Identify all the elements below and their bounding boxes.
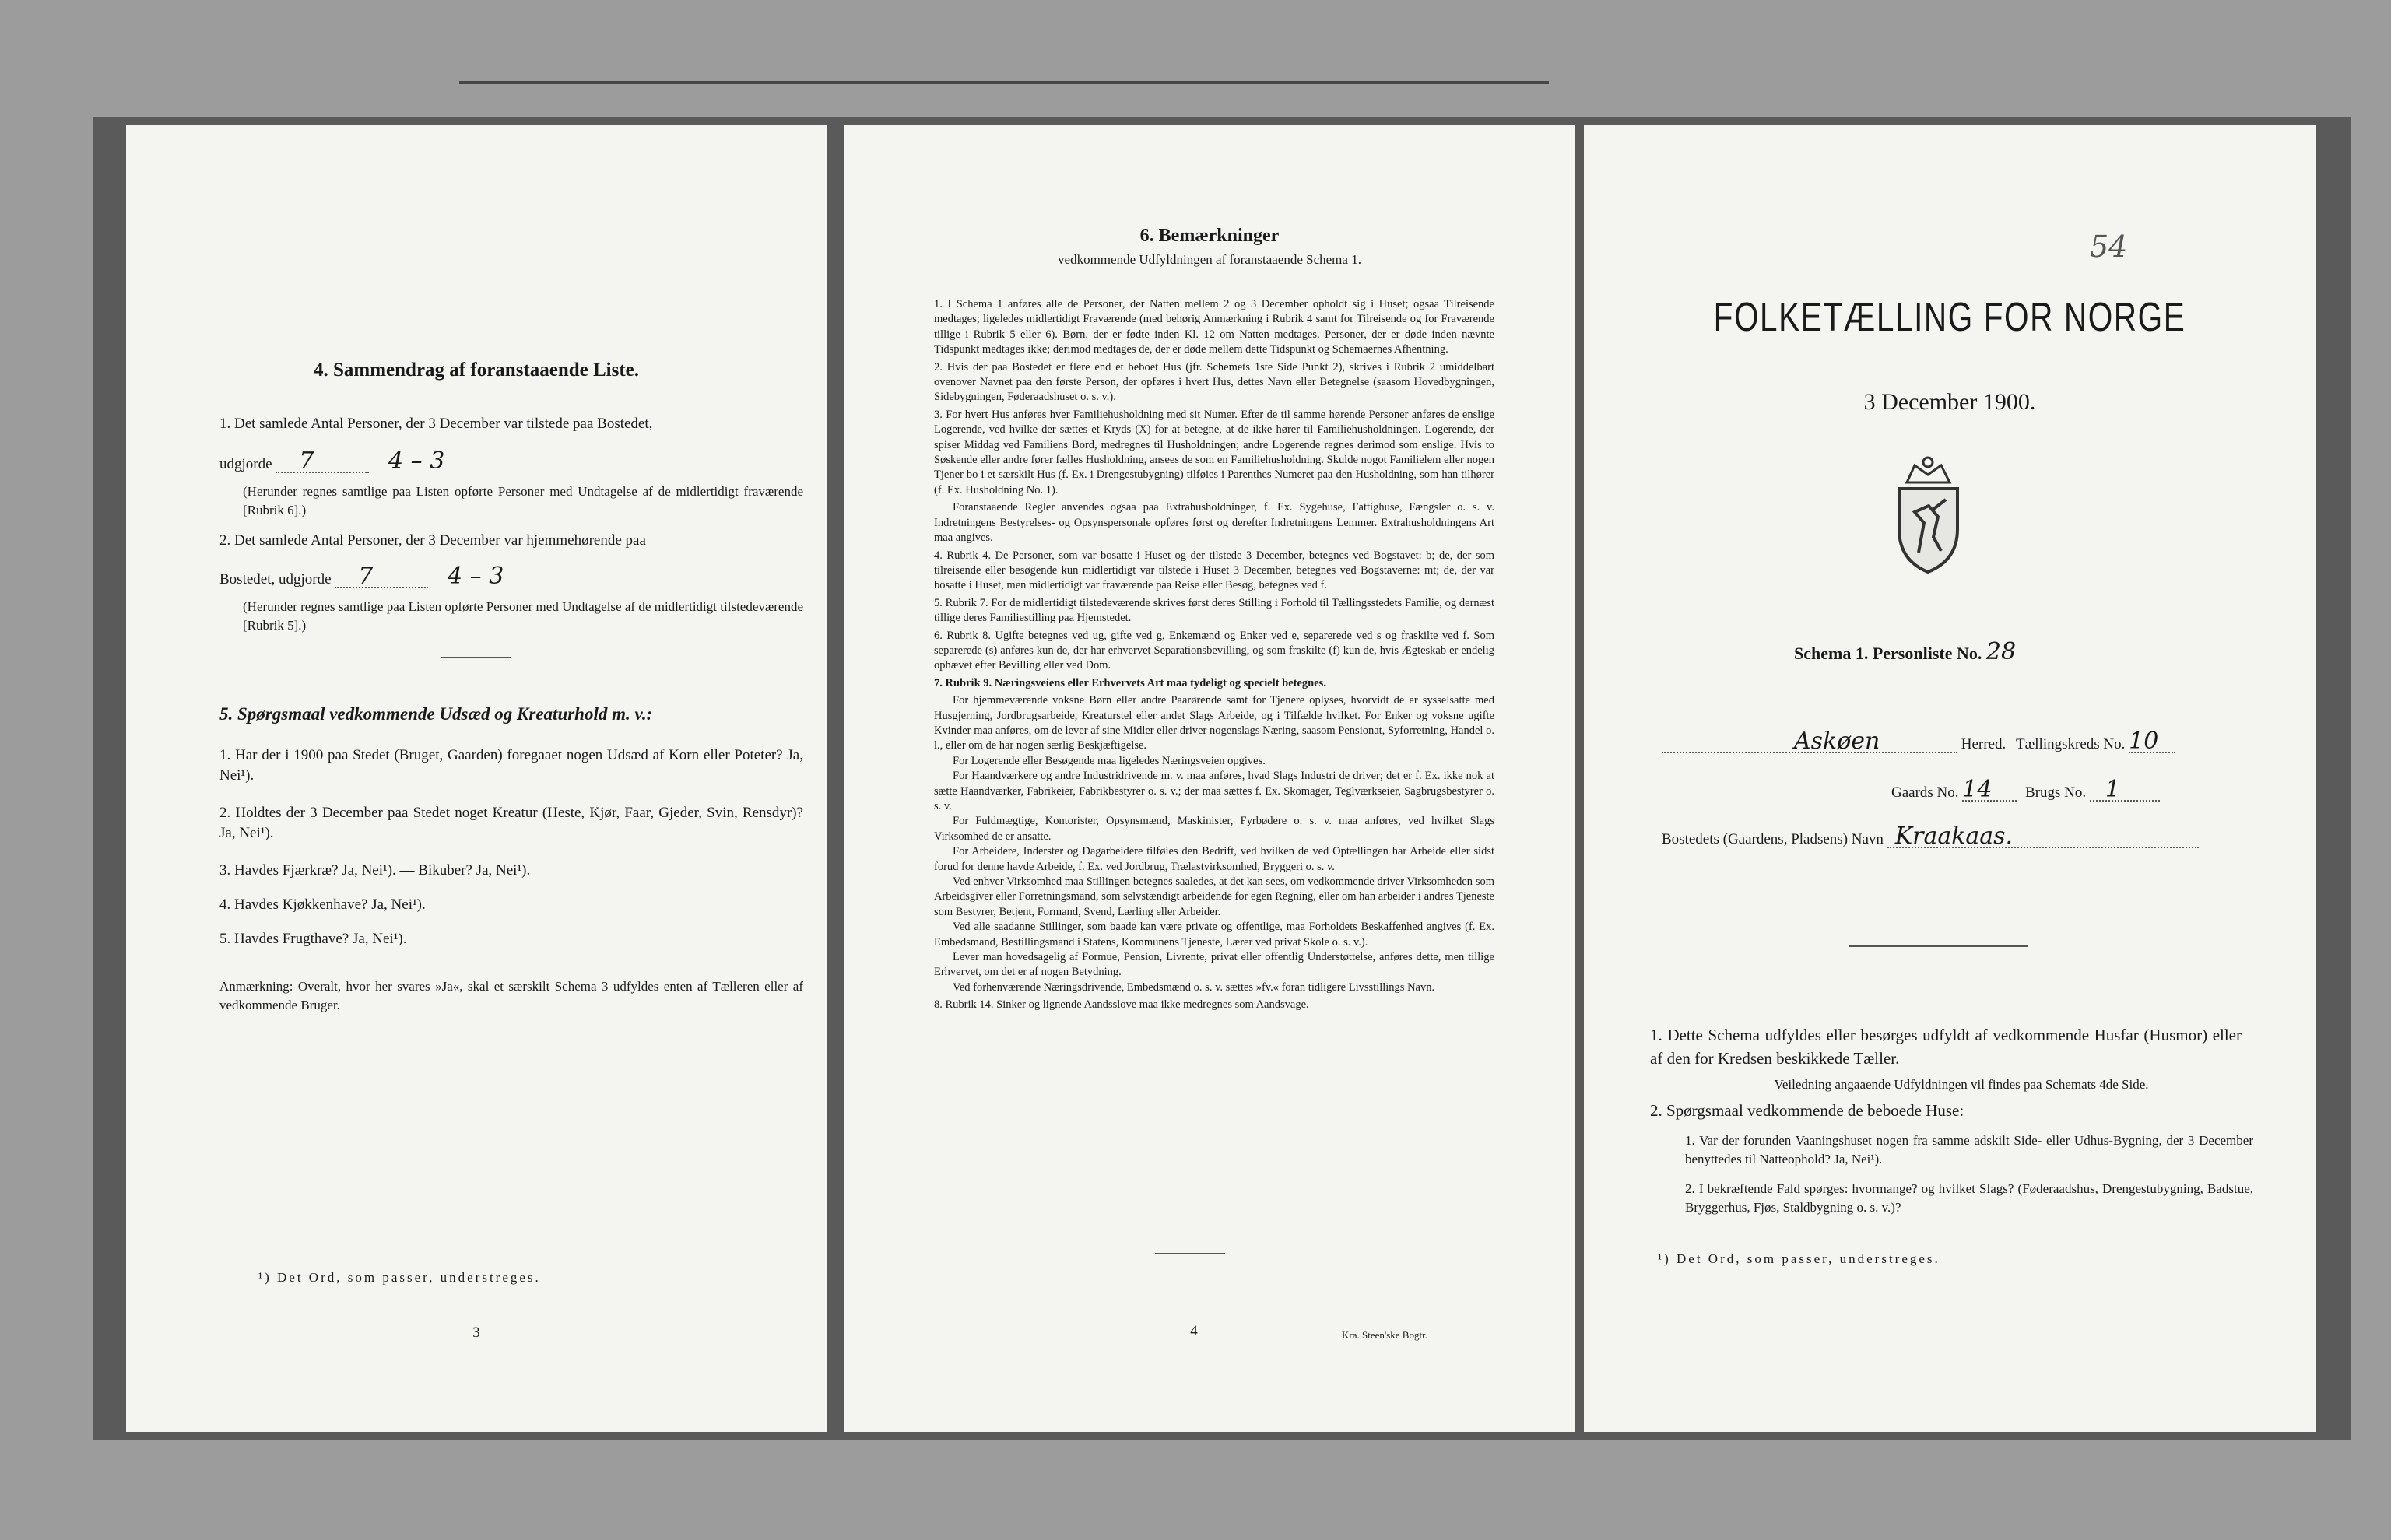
remark-item: For Arbeidere, Inderster og Dagarbeidere tilføies den Bedrift, ved hvilken de ved Optællingen har Arbeide eller sidst forud for denne havde Arbeide, f. Ex. ved Jordbrug, Trælastvirksomhed, Bryggeri o. s. v. bbox=[934, 845, 1494, 873]
remarks-subtitle: vedkommende Udfyldningen af foranstaaende Schema 1. bbox=[1058, 252, 1361, 267]
gaards-label: Gaards No. bbox=[1891, 784, 1959, 801]
remark-item: Foranstaaende Regler anvendes ogsaa paa Extrahusholdninger, f. Ex. Sygehuse, Fattighuse, Fængsler o. s. v. Indretningens Bestyrelses- og Opsynspersonale opføres først og derefter Indretningens Lemmer. Extrahusholdningens Art maa angives. bbox=[934, 501, 1494, 545]
coat-of-arms-icon bbox=[1884, 451, 1973, 576]
instruction-2: 2. Spørgsmaal vedkommende de beboede Huse: bbox=[1650, 1101, 1964, 1120]
q1-handwritten-split: 4 – 3 bbox=[388, 447, 445, 475]
bosted-name: Kraakaas. bbox=[1887, 826, 2199, 848]
corner-mark: 54 bbox=[2090, 230, 2128, 264]
q2-handwritten-total: 7 bbox=[335, 567, 428, 588]
page-number: 3 bbox=[472, 1324, 480, 1341]
remark-item: 1. I Schema 1 anføres alle de Personer, der Natten mellem 2 og 3 December opholdt sig i Huset; ogsaa Tilreisende medtages; ligeledes midlertidigt Fraværende (med behørig Anmærkning i Rubrik 4 samt for Tilreisende og for Fraværende tillige i Rubrik 5 eller 6). Børn, der er fødte inden Kl. 12 om Natten medtages. Personer, der er døde inden nævnte Tidspunkt medtages ikke; derimod medtages de, der er døde mellem dette Tidspunkt og Schemaernes Afhentning. bbox=[934, 298, 1494, 356]
herred-name: Askøen bbox=[1662, 731, 1957, 753]
remark-item: For Logerende eller Besøgende maa ligeledes Næringsveien opgives. bbox=[953, 754, 1266, 767]
divider bbox=[441, 657, 511, 658]
question-5-5: 5. Havdes Frugthave? Ja, Nei¹). bbox=[219, 931, 407, 947]
question-5-3: 3. Havdes Fjærkræ? Ja, Nei¹). — Bikuber? Ja, Nei¹). bbox=[219, 862, 531, 879]
printer-mark: Kra. Steen'ske Bogtr. bbox=[1342, 1329, 1427, 1341]
question-5-4: 4. Havdes Kjøkkenhave? Ja, Nei¹). bbox=[219, 896, 426, 913]
page-number: 4 bbox=[1190, 1323, 1198, 1339]
remark-item: For Haandværkere og andre Industridrivende m. v. maa anføres, hvad Slags Industri de driver; det er f. Ex. ikke nok at sætte Haandværker, Fabrikeier, Fabrikbestyrer o. s. v.; der maa sættes f. Ex. Skomager, Teglværkseier, Sagbrugsbestyrer o. s. v. bbox=[934, 770, 1494, 812]
remark-item: 8. Rubrik 14. Sinker og lignende Aandsslove maa ikke medregnes som Aandsvage. bbox=[934, 998, 1309, 1012]
summary-q1-answer-line bbox=[219, 447, 803, 475]
main-title: FOLKETÆLLING FOR NORGE bbox=[1713, 295, 2186, 340]
remarks-title: 6. Bemærkninger bbox=[1139, 226, 1280, 246]
instruction-2-1: 1. Var der forunden Vaaningshuset nogen fra samme adskilt Side- eller Udhus-Bygning, der 3 December benyttedes til Natteophold? Ja, Nei¹). bbox=[1685, 1133, 2253, 1166]
instruction-2-2: 2. I bekræftende Fald spørges: hvormange? og hvilket Slags? (Føderaadshus, Drengestubygning, Badstue, Bryggerhus, Fjøs, Staldbygning o. s. v.)? bbox=[1685, 1181, 2253, 1215]
page-left bbox=[126, 125, 827, 1432]
summary-q1-note: (Herunder regnes samtlige paa Listen opførte Personer med Undtagelse af de midlertidigt fraværende [Rubrik 6].) bbox=[243, 484, 803, 517]
remark-item: 4. Rubrik 4. De Personer, som var bosatte i Huset og der tilstede 3 December, betegnes ved Bogstavet: b; de, der som tilreisende eller besøgende kun midlertidigt var tilstede i Huset 3 December, betegnes ved Bogstaverne: mt; de, der var bosatte i Huset, men midlertidigt var fraværende paa Reise eller Besøg, betegnes ved f. bbox=[934, 549, 1494, 592]
top-edge-line bbox=[459, 81, 1549, 84]
page-right bbox=[1584, 125, 2316, 1432]
divider bbox=[1155, 1253, 1225, 1254]
herred-line bbox=[1662, 728, 2269, 758]
schema-number: 28 bbox=[1985, 638, 2017, 665]
remark-item: 5. Rubrik 7. For de midlertidigt tilstedeværende skrives først deres Stilling i Forhold til Tællingsstedets Familie, og dernæst tillige deres Familiestilling paa Hjemstedet. bbox=[934, 596, 1494, 625]
q2-bostedet-label: Bostedet, udgjorde bbox=[219, 571, 332, 588]
remark-item: 2. Hvis der paa Bostedet er flere end et beboet Hus (jfr. Schemets 1ste Side Punkt 2), skrives i Rubrik 2 umiddelbart ovenover Navnet paa den første Person, der opføres i hvert Hus, dettes Navn eller Betegnelse (saasom Hovedbygningen, Sidebygningen, Føderaadshuset o. s. v.). bbox=[934, 360, 1494, 404]
schema-line bbox=[1794, 640, 2183, 666]
section-5-title: 5. Spørgsmaal vedkommende Udsæd og Kreaturhold m. v.: bbox=[219, 704, 653, 724]
kreds-number: 10 bbox=[2129, 731, 2175, 753]
q2-handwritten-split: 4 – 3 bbox=[448, 563, 504, 590]
summary-q2-answer-line bbox=[219, 563, 803, 590]
kreds-label: Tællingskreds No. bbox=[2016, 736, 2126, 752]
schema-label: Schema 1. Personliste No. bbox=[1794, 644, 1982, 663]
bosted-line bbox=[1662, 823, 2300, 853]
footnote: ¹) Det Ord, som passer, understreges. bbox=[1658, 1251, 1940, 1266]
herred-label: Herred. bbox=[1961, 736, 2007, 752]
page-middle bbox=[844, 125, 1575, 1432]
remark-item: Ved alle saadanne Stillinger, som baade kan være private og offentlige, maa Forholdets Beskaffenhed angives (f. Ex. Embedsmand, Bestillingsmand i Statens, Kommunens Tjeneste, Lærer ved privat Skole o. s. v.). bbox=[934, 921, 1494, 949]
remark-item: 6. Rubrik 8. Ugifte betegnes ved ug, gifte ved g, Enkemænd og Enker ved e, separerede ved s og fraskilte ved f. Som separerede (s) anføres kun de, der har erhvervet Separationsbevilling, og som fraskilte (f) kun de, hvis Ægteskab er endelig ophævet efter Bevilling eller ved Dom. bbox=[934, 629, 1494, 672]
remark-item: For hjemmeværende voksne Børn eller andre Paarørende samt for Tjenere oplyses, hvorvidt de er sysselsatte med Husgjerning, Jordbrugsarbeide, Kreaturstel eller andet Slags Arbeide, og i Tilfælde hvilket. For Enker og voksne ugifte Kvinder maa anføres, om de lever af sine Midler eller driver nogenslags Næring, saasom Pensionat, Syforretning, Handel o. l., eller om de har nogen særlig Beskjæftigelse. bbox=[934, 694, 1494, 752]
bosted-label: Bostedets (Gaardens, Pladsens) Navn bbox=[1662, 831, 1884, 847]
remark-item: Ved enhver Virksomhed maa Stillingen betegnes saaledes, at det kan sees, om vedkommende driver Virksomheden som Arbeidsgiver eller Forretningsmand, som selvstændigt arbeidende for egen Regning, eller om han arbeider i andres Tjeneste som Bestyrer, Betjent, Formand, Svend, Lærling eller Arbeider. bbox=[934, 875, 1494, 918]
q1-udgjorde-label: udgjorde bbox=[219, 456, 272, 472]
remark-item: 3. For hvert Hus anføres hver Familiehusholdning med sit Numer. Efter de til samme hørende Personer anføres de enslige Logerende, ved hvilke der sættes et Kryds (X) for at betegne, at de ikke hører til Familiehusholdningen. Logerende, der spiser Middag ved Familiens Bord, medregnes til Husholdningen; andre Logerende regnes derimod som enslige. Hvis to Søskende eller andre fører fælles Husholdning, ansees de som en Familiehusholdning. Skulde nogot Familielem eller nogen Tjener bo i et særskilt Hus (f. Ex. i Drengestubygning) tilføies i Parenthes Numeret paa den Husholdning, som han tilhører (f. Ex. Husholdning No. 1). bbox=[934, 408, 1494, 496]
section-4-title: 4. Sammendrag af foranstaaende Liste. bbox=[313, 360, 640, 381]
brugs-number: 1 bbox=[2090, 780, 2160, 802]
summary-q2: 2. Det samlede Antal Personer, der 3 December var hjemmehørende paa bbox=[219, 532, 646, 549]
instruction-1-sub: Veiledning angaaende Udfyldningen vil findes paa Schemats 4de Side. bbox=[1774, 1077, 2149, 1092]
remark-item: For Fuldmægtige, Kontorister, Opsynsmænd, Maskinister, Fyrbødere o. s. v. maa anføres, ved hvilket Slags Virksomhed de er ansatte. bbox=[934, 815, 1494, 843]
instruction-1: 1. Dette Schema udfyldes eller besørges udfyldt af vedkommende Husfar (Husmor) eller af den for Kredsen beskikkede Tæller. bbox=[1650, 1026, 2242, 1068]
question-5-1: 1. Har der i 1900 paa Stedet (Bruget, Gaarden) foregaaet nogen Udsæd af Korn eller Poteter? Ja, Nei¹). bbox=[219, 747, 803, 784]
remark-item: 7. Rubrik 9. Næringsveiens eller Erhvervets Art maa tydeligt og specielt betegnes. bbox=[934, 676, 1326, 689]
brugs-label: Brugs No. bbox=[2025, 784, 2087, 801]
summary-q1: 1. Det samlede Antal Personer, der 3 December var tilstede paa Bostedet, bbox=[219, 416, 653, 432]
summary-q2-note: (Herunder regnes samtlige paa Listen opførte Personer med Undtagelse af de midlertidigt tilstedeværende [Rubrik 5].) bbox=[243, 599, 803, 633]
annotation-note: Anmærkning: Overalt, hvor her svares »Ja«, skal et særskilt Schema 3 udfyldes enten af Tælleren eller af vedkommende Bruger. bbox=[219, 979, 803, 1012]
ornament-divider bbox=[1849, 945, 2028, 947]
remark-item: Ved forhenværende Næringsdrivende, Embedsmænd o. s. v. sættes »fv.« foran tidligere Livsstillings Navn. bbox=[953, 980, 1435, 994]
gaard-line bbox=[1891, 776, 2280, 806]
remarks-list bbox=[934, 297, 1494, 1013]
census-date: 3 December 1900. bbox=[1863, 389, 2036, 415]
gaards-number: 14 bbox=[1962, 780, 2017, 802]
question-5-2: 2. Holdtes der 3 December paa Stedet noget Kreatur (Heste, Kjør, Faar, Gjeder, Svin, Rensdyr)? Ja, Nei¹). bbox=[219, 805, 803, 841]
remark-item: Lever man hovedsagelig af Formue, Pension, Livrente, privat eller offentlig Understøttelse, anføres dette, men tillige Erhvervet, om det er af nogen Betydning. bbox=[934, 951, 1494, 979]
footnote: ¹) Det Ord, som passer, understreges. bbox=[258, 1270, 541, 1285]
q1-handwritten-total: 7 bbox=[276, 451, 369, 473]
